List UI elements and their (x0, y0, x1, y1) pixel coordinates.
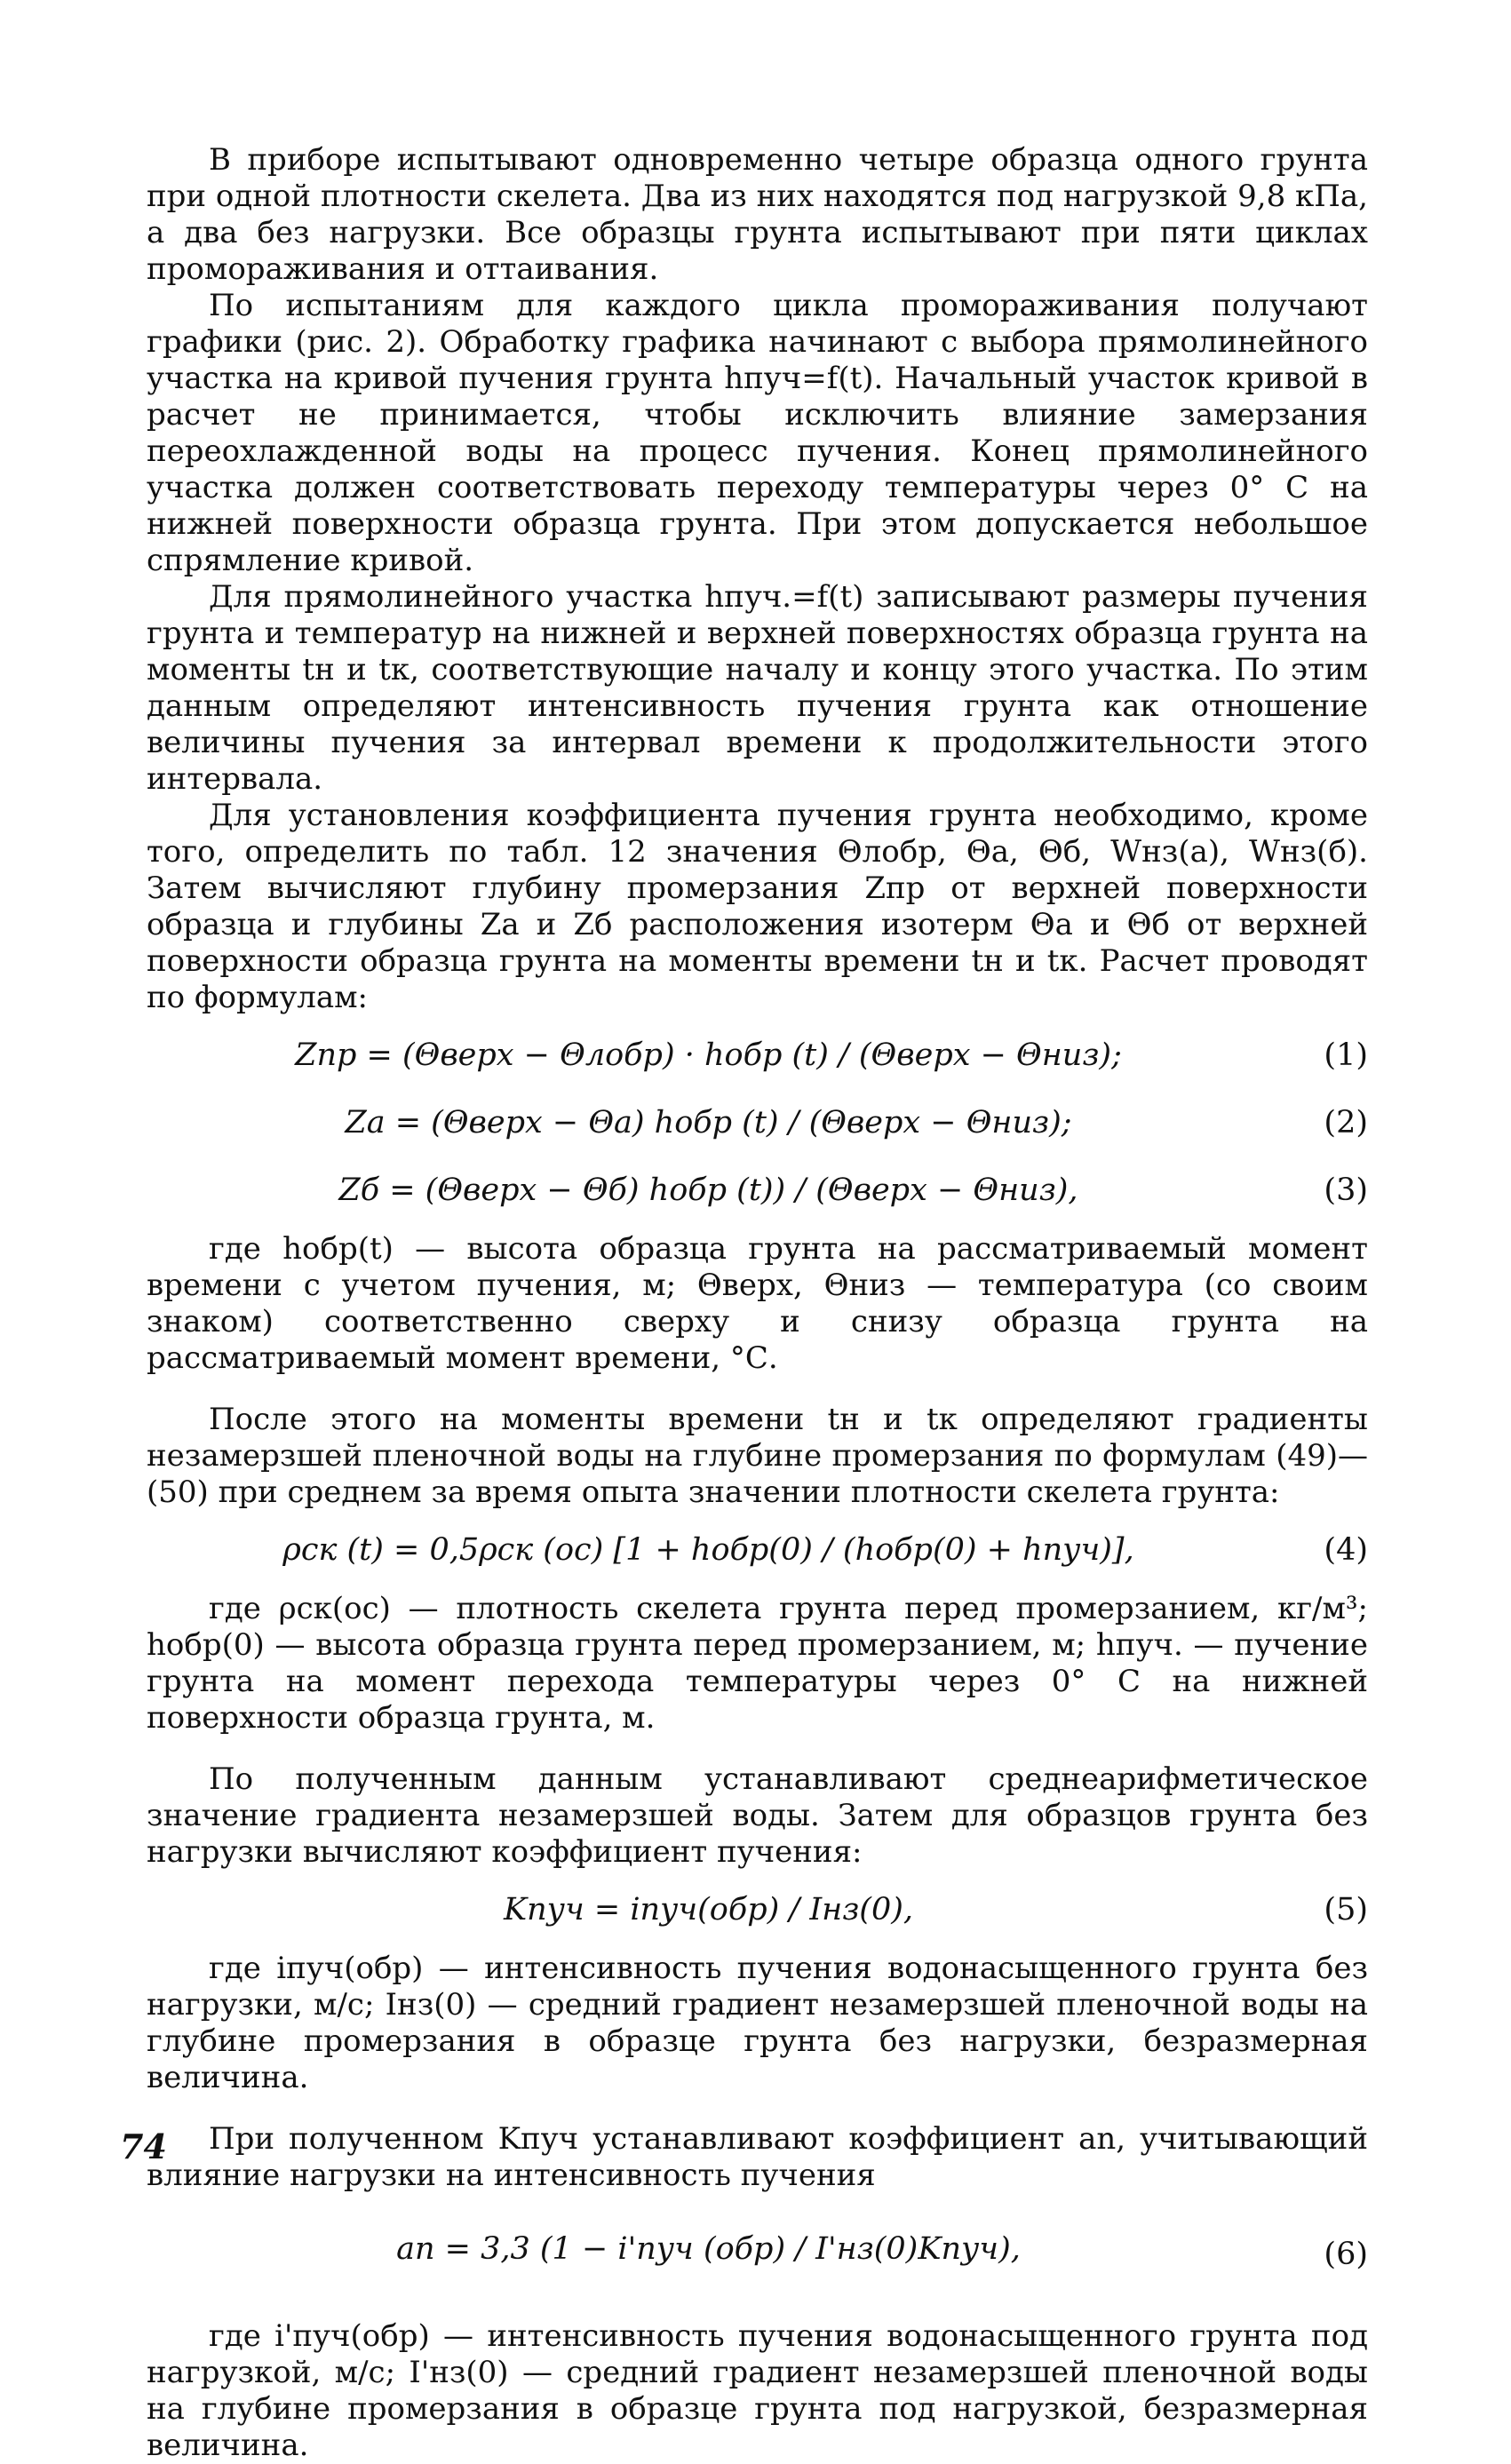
formula-2-number: (2) (1324, 1105, 1368, 1141)
formula-1-number: (1) (1324, 1037, 1368, 1073)
paragraph-2: По испытаниям для каждого цикла промораживания получают графики (рис. 2). Обработку графика начинают с выбора прямолинейного участка на кривой пучения грунта hпуч=f(t). Начальный участок кривой в расчет не принимается, чтобы исключить влияние замерзания переохлажденной воды на процесс пучения. Конец прямолинейного участка должен соответствовать переходу температуры через 0° С на нижней поверхности образца грунта. При этом допускается небольшое спрямление кривой. (147, 288, 1368, 578)
paragraph-10: При полученном Kпуч устанавливают коэффициент an, учитывающий влияние нагрузки на интенсивность пучения (147, 2121, 1368, 2193)
formula-6-number: (6) (1324, 2237, 1368, 2272)
paragraph-3: Для прямолинейного участка hпуч.=f(t) записывают размеры пучения грунта и температур на нижней и верхней поверхностях образца грунта на моменты tн и tк, соответствующие началу и концу этого участка. По этим данным определяют интенсивность пучения грунта как отношение величины пучения за интервал времени к продолжительности этого интервала. (147, 579, 1368, 797)
formula-3-number: (3) (1324, 1172, 1368, 1208)
formula-5 (147, 1883, 1368, 1938)
paragraph-6: После этого на моменты времени tн и tк определяют градиенты незамерзшей пленочной воды на глубине промерзания по формулам (49)—(50) при среднем за время опыта значении плотности скелета грунта: (147, 1402, 1368, 1510)
formula-4-number: (4) (1324, 1532, 1368, 1568)
paragraph-5: где hобр(t) — высота образца грунта на рассматриваемый момент времени с учетом пучения, м; Θверх, Θниз — температура (со своим знаком) соответственно сверху и снизу образца грунта на рассматриваемый момент времени, °С. (147, 1231, 1368, 1376)
page-number: 74 (120, 2126, 167, 2166)
formula-5-expression: Kпуч = iпуч(обр) / Iнз(0), (503, 1892, 913, 1927)
formula-4 (147, 1523, 1368, 1578)
document-page (147, 142, 1368, 2464)
formula-6 (147, 2203, 1368, 2309)
formula-1 (147, 1029, 1368, 1084)
formula-3-expression: Zб = (Θверх − Θб) hобр (t)) / (Θверх − Θниз), (338, 1172, 1078, 1208)
formula-4-expression: ρск (t) = 0,5ρск (ос) [1 + hобр(0) / (hобр(0) + hпуч)], (282, 1532, 1134, 1568)
paragraph-7: где ρск(ос) — плотность скелета грунта перед промерзанием, кг/м³; hобр(0) — высота образца грунта перед промерзанием, м; hпуч. — пучение грунта на момент перехода температуры через 0° С на нижней поверхности образца грунта, м. (147, 1591, 1368, 1736)
paragraph-8: По полученным данным устанавливают среднеарифметическое значение градиента незамерзшей воды. Затем для образцов грунта без нагрузки вычисляют коэффициент пучения: (147, 1761, 1368, 1870)
paragraph-11: где i'пуч(обр) — интенсивность пучения водонасыщенного грунта под нагрузкой, м/с; I'нз(0) — средний градиент незамерзшей пленочной воды на глубине промерзания в образце грунта под нагрузкой, безразмерная величина. (147, 2318, 1368, 2463)
formula-2-expression: Zа = (Θверх − Θа) hобр (t) / (Θверх − Θниз); (345, 1105, 1072, 1141)
paragraph-1: В приборе испытывают одновременно четыре образца одного грунта при одной плотности скелета. Два из них находятся под нагрузкой 9,8 кПа, а два без нагрузки. Все образцы грунта испытывают при пяти циклах промораживания и оттаивания. (147, 142, 1368, 287)
formula-6-expression: an = 3,3 (1 − i'пуч (обр) / I'нз(0)Kпуч), (396, 2231, 1021, 2267)
paragraph-9: где iпуч(обр) — интенсивность пучения водонасыщенного грунта без нагрузки, м/с; Iнз(0) — средний градиент незамерзшей пленочной воды на глубине промерзания в образце грунта без нагрузки, безразмерная величина. (147, 1951, 1368, 2095)
paragraph-4: Для установления коэффициента пучения грунта необходимо, кроме того, определить по табл. 12 значения Θлобр, Θа, Θб, Wнз(а), Wнз(б). Затем вычисляют глубину промерзания Zпр от верхней поверхности образца и глубины Zа и Zб расположения изотерм Θа и Θб от верхней поверхности образца грунта на моменты времени tн и tк. Расчет проводят по формулам: (147, 798, 1368, 1015)
formula-1-expression: Zпр = (Θверх − Θлобр) · hобр (t) / (Θверх − Θниз); (295, 1037, 1122, 1073)
formula-3 (147, 1164, 1368, 1219)
formula-2 (147, 1096, 1368, 1151)
formula-5-number: (5) (1324, 1892, 1368, 1927)
